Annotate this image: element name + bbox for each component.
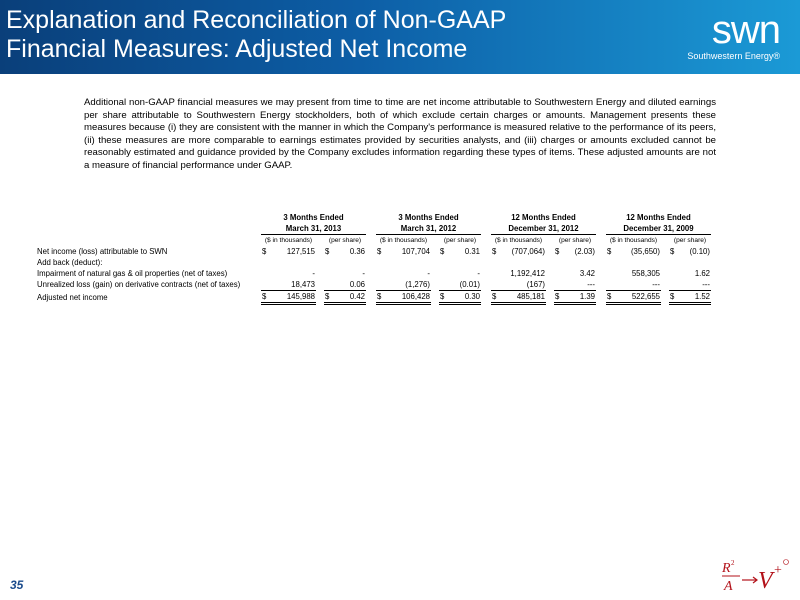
row-label: Unrealized loss (gain) on derivative contracts (net of taxes) <box>37 280 241 290</box>
svg-text:R: R <box>722 561 731 576</box>
amount-cell: (1,276) <box>386 279 431 291</box>
units-share: (per share) <box>673 237 707 244</box>
currency-sign: $ <box>377 247 382 256</box>
amount-cell: (167) <box>501 279 546 291</box>
currency-sign: $ <box>606 291 616 304</box>
per-share-cell: (0.10) <box>689 247 710 256</box>
period-4-line2: December 31, 2009 <box>606 223 711 235</box>
amount-cell: 558,305 <box>631 269 660 278</box>
amount-cell: 485,181 <box>501 291 546 304</box>
units-share: (per share) <box>328 237 362 244</box>
currency-sign: $ <box>554 291 564 304</box>
page-number: 35 <box>10 578 24 592</box>
units-thousands: ($ in thousands) <box>609 237 658 244</box>
per-share-cell: 0.42 <box>334 291 366 304</box>
currency-sign: $ <box>440 247 445 256</box>
period-3-line1: 12 Months Ended <box>511 213 576 222</box>
currency-sign: $ <box>670 247 675 256</box>
currency-sign: $ <box>492 247 497 256</box>
svg-text:V: V <box>758 568 773 594</box>
per-share-cell: - <box>362 269 365 278</box>
period-2-line1: 3 Months Ended <box>398 213 459 222</box>
period-2-line2: March 31, 2012 <box>376 223 481 235</box>
period-4-line1: 12 Months Ended <box>626 213 691 222</box>
table-row-adjusted <box>36 291 711 304</box>
currency-sign: $ <box>555 247 560 256</box>
amount-cell: 107,704 <box>401 247 430 256</box>
table-row-add-back <box>36 257 711 268</box>
intro-paragraph: Additional non-GAAP financial measures we may present from time to time are net income attributable to Southwestern Energy and diluted earnings per share attributable to Southwestern Energy stockholders, both of which exclude certain charges or amounts. Management presents these measures because (i) they are consistent with the manner in which the Company's performance is measured relative to the performance of its peers, (ii) these measures are more comparable to earnings estimates provided by securities analysts, and (iii) charges or amounts excluded cannot be reasonably estimated and guidance provided by the Company excludes information regarding these types of items. These adjusted amounts are not a measure of financial performance under GAAP. <box>84 97 716 171</box>
currency-sign: $ <box>325 247 330 256</box>
svg-text:2: 2 <box>731 559 735 567</box>
slide-header <box>0 0 800 74</box>
units-share: (per share) <box>443 237 477 244</box>
per-share-cell: 0.31 <box>464 247 480 256</box>
svg-text:A: A <box>724 579 733 594</box>
reconciliation-table <box>36 212 711 305</box>
period-1-line1: 3 Months Ended <box>283 213 344 222</box>
units-share: (per share) <box>558 237 592 244</box>
amount-cell: --- <box>616 279 661 291</box>
per-share-cell: --- <box>564 279 596 291</box>
period-3-line2: December 31, 2012 <box>491 223 596 235</box>
period-header-row-2 <box>36 223 711 235</box>
period-header-row-1 <box>36 212 711 223</box>
amount-cell: 18,473 <box>271 279 316 291</box>
per-share-cell: --- <box>679 279 711 291</box>
units-thousands: ($ in thousands) <box>379 237 428 244</box>
currency-sign: $ <box>262 247 267 256</box>
amount-cell: - <box>427 269 430 278</box>
amount-cell: 145,988 <box>271 291 316 304</box>
currency-sign: $ <box>324 291 334 304</box>
amount-cell: 1,192,412 <box>510 269 545 278</box>
row-label: Add back (deduct): <box>37 258 103 267</box>
units-thousands: ($ in thousands) <box>264 237 313 244</box>
amount-cell: 522,655 <box>616 291 661 304</box>
per-share-cell: 0.06 <box>334 279 366 291</box>
currency-sign: $ <box>669 291 679 304</box>
per-share-cell: - <box>477 269 480 278</box>
amount-cell: 106,428 <box>386 291 431 304</box>
row-label: Net income (loss) attributable to SWN <box>37 247 168 256</box>
row-label: Impairment of natural gas & oil properties (net of taxes) <box>37 269 228 278</box>
logo-wordmark: swn <box>711 8 780 52</box>
brand-formula-logo <box>720 556 790 594</box>
per-share-cell: 1.62 <box>694 269 710 278</box>
currency-sign: $ <box>439 291 449 304</box>
slide-title-line1: Explanation and Reconciliation of Non-GAAP <box>6 6 507 34</box>
table-row-unrealized <box>36 279 711 291</box>
table-row-impairment <box>36 268 711 279</box>
company-logo <box>687 10 780 62</box>
svg-text:+: + <box>774 563 782 578</box>
per-share-cell: (2.03) <box>574 247 595 256</box>
amount-cell: (35,650) <box>630 247 660 256</box>
units-thousands: ($ in thousands) <box>494 237 543 244</box>
per-share-cell: (0.01) <box>449 279 481 291</box>
currency-sign: $ <box>261 291 271 304</box>
currency-sign: $ <box>607 247 612 256</box>
per-share-cell: 3.42 <box>579 269 595 278</box>
slide-title-line2: Financial Measures: Adjusted Net Income <box>6 35 468 63</box>
amount-cell: 127,515 <box>286 247 315 256</box>
logo-subtitle: Southwestern Energy® <box>687 51 780 61</box>
slide-title <box>6 6 506 64</box>
per-share-cell: 0.30 <box>449 291 481 304</box>
currency-sign: $ <box>376 291 386 304</box>
table-row-net-income <box>36 246 711 257</box>
per-share-cell: 0.36 <box>349 247 365 256</box>
units-row <box>36 235 711 247</box>
amount-cell: (707,064) <box>511 247 545 256</box>
row-label: Adjusted net income <box>37 292 108 302</box>
per-share-cell: 1.39 <box>564 291 596 304</box>
per-share-cell: 1.52 <box>679 291 711 304</box>
currency-sign: $ <box>491 291 501 304</box>
period-1-line2: March 31, 2013 <box>261 223 366 235</box>
amount-cell: - <box>312 269 315 278</box>
